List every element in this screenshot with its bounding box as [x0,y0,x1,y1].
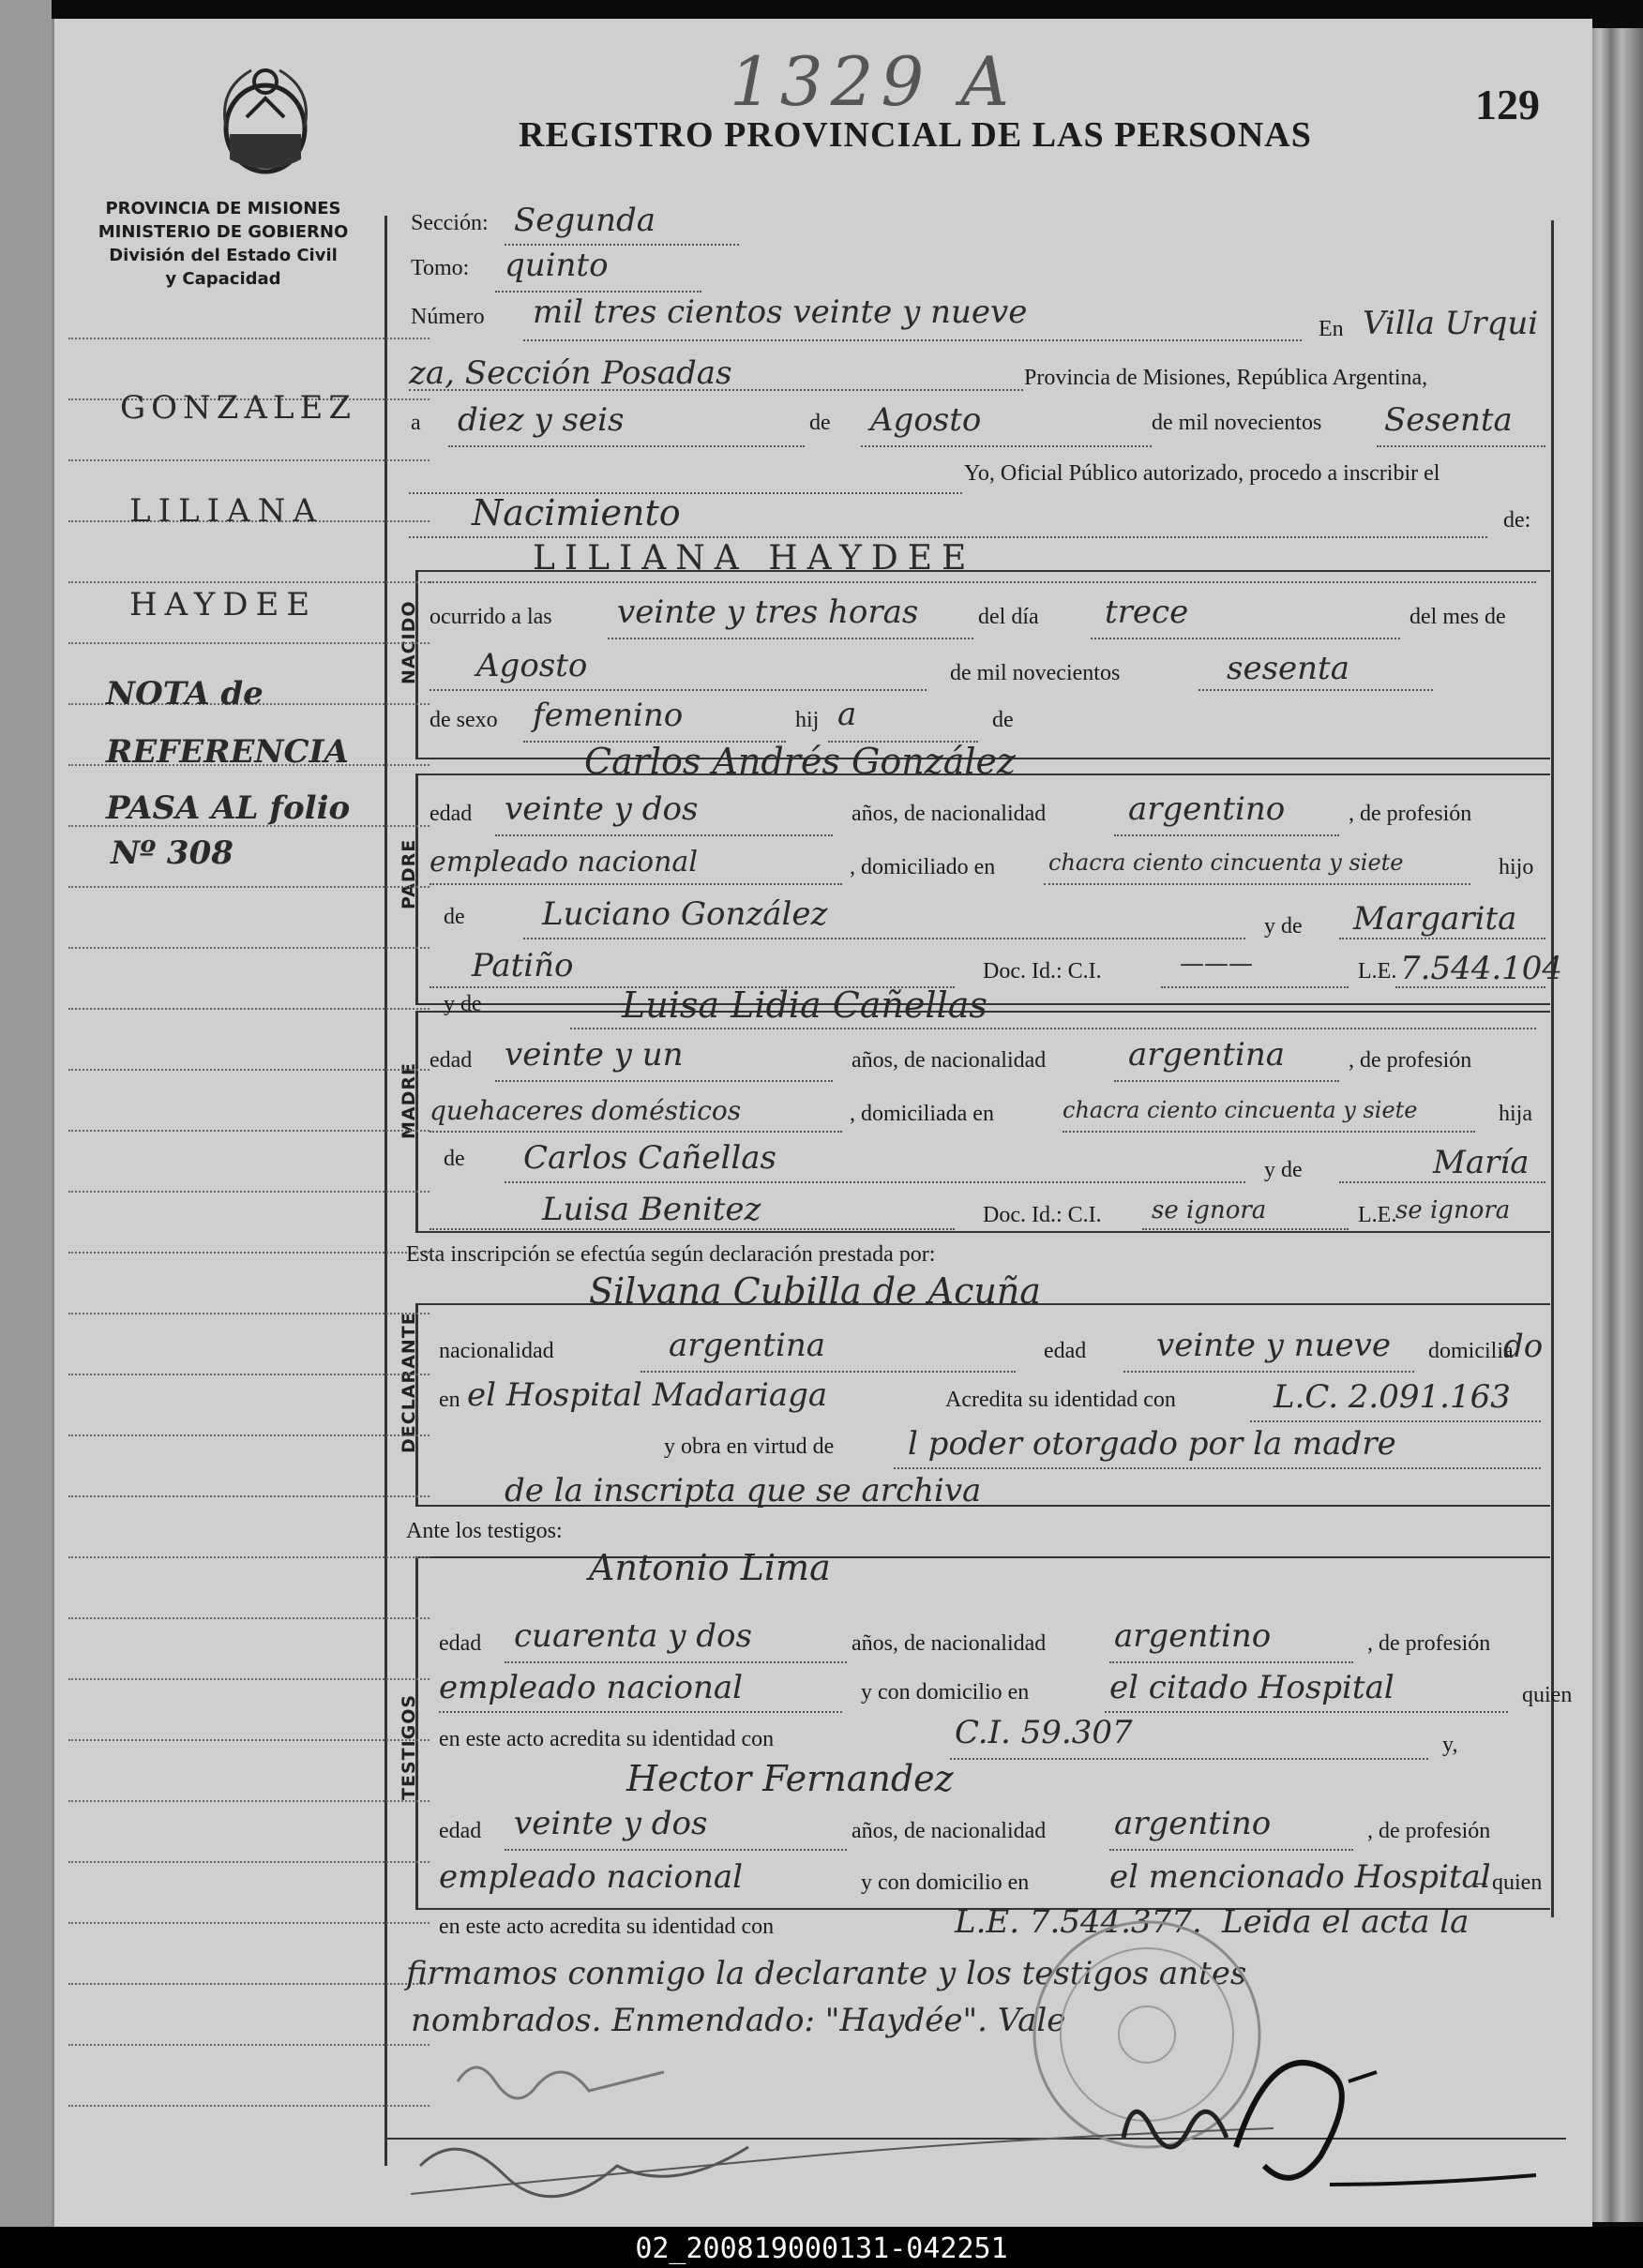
declarante-acredita-label: Acredita su identidad con [945,1388,1176,1412]
fill-line [1114,834,1339,836]
closing-line-1: Leida el acta la [1222,1903,1470,1941]
margin-rule [68,2105,430,2107]
side-label-declarante: DECLARANTE [399,1312,419,1453]
testigo-1-quien-label: quien [1522,1683,1573,1707]
hour-value: veinte y tres horas [617,593,919,631]
padre-nac-label: años, de nacionalidad [852,802,1047,826]
fill-line [505,1181,1245,1183]
fill-line [430,1228,955,1230]
fill-line [1091,638,1400,639]
testigo-2-dom-label: y con domicilio en [861,1870,1030,1895]
fill-line [570,1028,1536,1029]
testigo-1-prof-label: , de profesión [1367,1631,1491,1656]
sexo-label: de sexo [430,708,498,732]
fill-line [505,1849,847,1851]
fill-line [1142,1228,1349,1230]
padre-prof-label: , de profesión [1349,802,1472,826]
a-label: a [411,411,421,435]
testigo-y-label: y, [1442,1733,1458,1757]
declarante-obra-value-2: de la inscripta que se archiva [505,1472,982,1509]
padre-edad-value: veinte y dos [505,790,699,828]
madre-father-value: Carlos Cañellas [523,1139,776,1177]
margin-rule [68,1617,430,1619]
folio-stamp: 1329 A [730,42,1017,121]
fill-line [1250,1420,1541,1422]
madre-mother-surname: Luisa Benitez [542,1191,761,1228]
signatures-icon [411,2044,1555,2213]
margin-note: REFERENCIA [106,733,349,771]
issuer-line: División del Estado Civil [109,246,338,265]
declarante-obra-value-1: l poder otorgado por la madre [908,1425,1396,1463]
seccion-label: Sección: [411,211,489,235]
declarante-dom-suffix: do [1503,1328,1544,1365]
fill-line [430,883,842,885]
testigo-2-edad-label: edad [439,1819,482,1843]
padre-father-value: Luciano González [542,895,828,933]
padre-hijo-label: hijo [1499,855,1534,879]
fill-line [409,536,1487,538]
day-value: diez y seis [458,401,625,439]
seccion-value: Segunda [514,202,656,239]
fill-line [495,1080,833,1082]
testigos-intro: Ante los testigos: [406,1519,563,1543]
declarante-edad-value: veinte y nueve [1156,1327,1391,1364]
padre-doc-label: Doc. Id.: C.I. [983,959,1102,984]
page-title: REGISTRO PROVINCIAL DE LAS PERSONAS [519,115,1312,155]
margin-rule [68,1191,430,1193]
fill-line [1109,1849,1353,1851]
right-frame [1551,220,1554,1917]
declarante-en-label: en [439,1388,460,1412]
rule [415,1556,1550,1558]
folio-number: 129 [1475,81,1540,128]
testigo-2-nac-value: argentino [1114,1805,1272,1842]
fill-line [894,1467,1541,1469]
madre-name: Luisa Lidia Cañellas [622,984,987,1026]
sexo-value: femenino [533,697,684,734]
declarante-obra-label: y obra en virtud de [664,1434,835,1459]
margin-name-2: HAYDEE [129,586,318,623]
padre-mother-surname: Patiño [472,947,574,984]
margin-rule [68,1922,430,1924]
margin-rule [68,642,430,644]
declarante-edad-label: edad [1044,1339,1087,1363]
anio-value: sesenta [1227,650,1349,687]
closing-line-3: nombrados. Enmendado: "Haydée". Vale [411,2002,1066,2039]
margin-rule [68,1252,430,1254]
page-stack-edge [1590,28,1643,2222]
margin-rule [68,338,430,339]
margin-rule [68,1008,430,1010]
fill-line [1377,445,1545,447]
margin-rule [68,947,430,949]
hij-value: a [837,696,857,733]
testigo-2-quien-label: – quien [1475,1870,1543,1895]
testigo-2-acredita-label: en este acto acredita su identidad con [439,1915,775,1939]
padre-le-value: 7.544.104 [1400,950,1563,987]
testigo-1-acredita-label: en este acto acredita su identidad con [439,1727,775,1751]
margin-rule [68,1130,430,1132]
margin-rule [68,1678,430,1680]
margin-rule [68,1434,430,1436]
fill-line [495,291,701,293]
fill-line [641,1371,1016,1373]
fill-line [1395,986,1545,988]
madre-doc-label: Doc. Id.: C.I. [983,1203,1102,1227]
closing-line-2: firmamos conmigo la declarante y los testigos antes [406,1955,1247,1992]
madre-de-label: de [444,1147,465,1171]
fill-line [495,834,833,836]
fill-line [1123,1371,1414,1373]
madre-prof-value: quehaceres domésticos [430,1095,742,1126]
madre-yde2-label: y de [1264,1158,1303,1182]
margin-rule [68,1800,430,1802]
testigo-1-id-value: C.I. 59.307 [955,1714,1133,1751]
issuer-line: MINISTERIO DE GOBIERNO [98,222,349,242]
footer-code: 02_200819000131-042251 [635,2232,1008,2265]
side-label-padre: PADRE [399,838,419,909]
footer-bar [0,2227,1643,2268]
nacido-de-label: de [992,708,1014,732]
declarante-id-value: L.C. 2.091.163 [1274,1378,1511,1416]
margin-rule [68,1739,430,1741]
side-label-madre: MADRE [399,1062,419,1139]
padre-name: Carlos Andrés González [584,741,1017,782]
testigo-1-nac-value: argentino [1114,1617,1272,1655]
madre-prof-label: , de profesión [1349,1048,1472,1073]
margin-name-1: LILIANA [129,492,324,530]
testigo-1-edad-label: edad [439,1631,482,1656]
margin-surname: GONZALEZ [120,389,356,427]
margin-note: Nº 308 [111,834,234,872]
testigo-2-edad-value: veinte y dos [514,1805,708,1842]
fill-line [523,339,1302,341]
fill-line [1161,986,1349,988]
madre-mother-value: María [1433,1144,1530,1181]
margin-rule [68,1374,430,1375]
nacido-name: LILIANA HAYDEE [533,539,976,578]
declarante-nac-label: nacionalidad [439,1339,554,1363]
fill-line [1339,1181,1545,1183]
dia-value: trece [1105,593,1189,631]
de-label: de [809,411,831,435]
madre-yde-label: y de [444,992,482,1016]
fill-line [505,1661,847,1663]
madre-le-value: se ignora [1395,1196,1511,1224]
province-text: Provincia de Misiones, República Argentina, [1024,366,1428,390]
month-value: Agosto [870,401,982,439]
side-label-nacido: NACIDO [399,600,419,684]
official-text: Yo, Oficial Público autorizado, procedo a inscribir el [964,461,1440,486]
padre-nac-value: argentino [1128,790,1286,828]
padre-prof-value: empleado nacional [430,846,698,879]
issuer-block [73,197,373,291]
margin-rule [68,1983,430,1985]
fill-line [1105,1711,1508,1713]
declarante-dom-label: domicilia [1428,1339,1514,1363]
place-value: za, Sección Posadas [409,354,732,392]
margin-rule [68,1069,430,1071]
madre-hija-label: hija [1499,1102,1532,1126]
issuer-line: PROVINCIA DE MISIONES [105,199,341,218]
madre-dom-label: , domiciliada en [850,1102,994,1126]
side-label-testigos: TESTIGOS [399,1693,419,1800]
fill-line [439,1711,842,1713]
declarante-dom-value: el Hospital Madariaga [467,1376,828,1414]
padre-dom-label: , domiciliado en [850,855,996,879]
year-label: de mil novecientos [1152,411,1322,435]
fill-line [1063,1131,1475,1133]
coat-of-arms-icon [219,61,312,178]
testigo-2-nac-label: años, de nacionalidad [852,1819,1047,1843]
margin-rule [68,581,430,583]
madre-le-label: L.E. [1358,1203,1397,1227]
fill-line [1114,1080,1339,1082]
testigo-2-name: Hector Fernandez [626,1758,954,1799]
rule [415,1231,1550,1233]
madre-edad-value: veinte y un [505,1036,684,1074]
padre-de-label: de [444,905,465,929]
fill-line [448,445,805,447]
testigo-1-edad-value: cuarenta y dos [514,1617,752,1655]
margin-rule [68,1313,430,1314]
tomo-label: Tomo: [411,256,470,280]
mes-label: del mes de [1409,605,1506,629]
testigo-1-dom-label: y con domicilio en [861,1680,1030,1705]
numero-value: mil tres cientos veinte y nueve [533,293,1028,331]
fill-line [1109,1661,1353,1663]
madre-edad-label: edad [430,1048,473,1073]
fill-line [430,689,927,691]
padre-yde-label: y de [1264,914,1303,939]
fill-line [608,638,973,639]
declarante-intro: Esta inscripción se efectúa según declaración prestada por: [406,1242,936,1267]
fill-line [430,1131,842,1133]
padre-ci-value: ——— [1180,950,1253,978]
margin-rule [68,459,430,461]
en-label: En [1319,317,1344,341]
hij-label: hij [795,708,820,732]
testigo-2-prof-label: , de profesión [1367,1819,1491,1843]
fill-line [505,244,739,246]
testigo-2-dom-value: el mencionado Hospital [1109,1858,1491,1896]
anio-label: de mil novecientos [950,661,1121,685]
declarante-name: Silvana Cubilla de Acuña [589,1270,1041,1312]
testigo-2-prof-value: empleado nacional [439,1858,744,1896]
fill-line [409,389,1023,391]
tomo-value: quinto [505,247,609,284]
fill-line [861,445,1152,447]
issuer-line: y Capacidad [165,269,281,289]
fill-line [1044,883,1470,885]
year-value: Sesenta [1384,401,1513,439]
testigo-1-dom-value: el citado Hospital [1109,1669,1394,1706]
facing-page-edge [0,0,52,2231]
fill-line [950,1758,1428,1760]
padre-le-label: L.E. [1358,959,1397,984]
margin-rule [68,886,430,888]
testigo-2-id-value: L.E. 7.544.377. [955,1903,1202,1941]
madre-nac-label: años, de nacionalidad [852,1048,1047,1073]
act-value: Nacimiento [472,492,681,533]
registry-page [52,19,1592,2227]
margin-rule [68,1495,430,1497]
en-value: Villa Urqui [1363,305,1539,342]
padre-mother-value: Margarita [1353,900,1517,938]
margin-note: NOTA de [106,675,264,713]
madre-ci-value: se ignora [1152,1196,1267,1224]
ocurrido-label: ocurrido a las [430,605,552,629]
de-colon: de: [1503,508,1531,533]
margin-rule [68,1556,430,1558]
dia-label: del día [978,605,1039,629]
testigo-1-nac-label: años, de nacionalidad [852,1631,1047,1656]
padre-dom-value: chacra ciento cincuenta y siete [1048,849,1404,876]
madre-nac-value: argentina [1128,1036,1286,1074]
margin-note: PASA AL folio [106,789,351,827]
padre-edad-label: edad [430,802,473,826]
mes-value: Agosto [476,647,588,684]
numero-label: Número [411,305,485,329]
declarante-nac-value: argentina [669,1327,826,1364]
fill-line [430,581,1536,583]
fill-line [1198,689,1433,691]
testigo-1-prof-value: empleado nacional [439,1669,744,1706]
margin-rule [68,1861,430,1863]
fill-line [523,938,1245,939]
fill-line [1339,938,1545,939]
testigo-1-name: Antonio Lima [589,1547,831,1588]
margin-rule [68,2044,430,2046]
madre-dom-value: chacra ciento cincuenta y siete [1063,1097,1418,1123]
